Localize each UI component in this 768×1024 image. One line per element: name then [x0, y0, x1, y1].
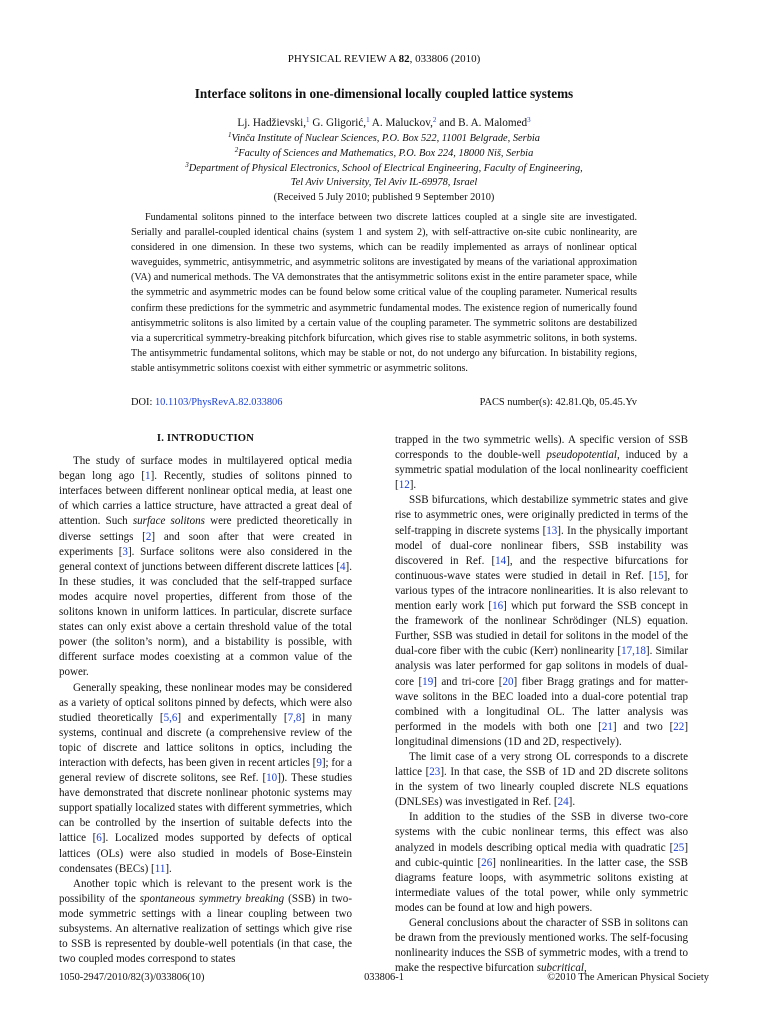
right-column: [395, 433, 688, 976]
text-run: ]. In the physically important model of dual-core nonlinear fibers, SSB instability was discovered in Ref. [: [395, 524, 688, 567]
citation-link[interactable]: 11: [154, 862, 166, 875]
affiliation-2: $^2$Faculty of Sciences and Mathematics, P.O. Box 224, 18000 Niš, Serbia: [234, 146, 534, 159]
text-run: SSB bifurcations, which destabilize symmetric states and give rise to asymmetric ones, were originally predicted in terms of the self-trapping in discrete systems [: [395, 494, 688, 537]
affiliation-1: $^1$Vinča Institute of Nuclear Sciences, P.O. Box 522, 11001 Belgrade, Serbia: [228, 131, 540, 144]
text-run: Another topic which is relevant to the present work is the possibility of the: [59, 877, 352, 905]
citation-link[interactable]: 22: [673, 720, 685, 733]
text-run: ] longitudinal dimensions (1D and 2D, respectively).: [395, 720, 688, 748]
text-run: ] nonlinearities. In the latter case, the SSB diagrams feature loops, with asymmetric solitons existing at intermediate values of the total power, while only symmetric modes can be found at low and high powers.: [395, 856, 688, 914]
section-heading: I. INTRODUCTION: [156, 433, 255, 444]
emphasized-text: surface solitons: [132, 515, 205, 528]
text-run: ] and cubic-quintic [: [395, 841, 688, 869]
text-run: (SSB) in two-mode symmetric settings with a linear coupling between two subsystems. An alternative realization of settings which give rise to SSB is represented by double-well potentials (in that case, the two coupled modes correspond to states: [59, 892, 352, 966]
citation-link[interactable]: 20: [502, 675, 514, 688]
author-list: [0, 117, 768, 129]
citation-link[interactable]: 2: [145, 530, 152, 543]
text-run: ]. Localized modes supported by defects of optical lattices (OLs) were also studied in models of Bose-Einstein condensates (BECs) [: [59, 832, 352, 875]
citation-link[interactable]: 24: [557, 796, 569, 809]
citation-link[interactable]: 19: [422, 675, 434, 688]
emphasized-text: pseudopotential: [546, 449, 617, 462]
text-run: ].: [568, 796, 576, 809]
paragraph: [395, 493, 688, 750]
received-dates: (Received 5 July 2010; published 9 September 2010): [273, 192, 495, 203]
citation-link[interactable]: 15: [652, 569, 664, 582]
affiliation-3: $^3$Department of Physical Electronics, School of Electrical Engineering, Faculty of Engineering,: [185, 161, 583, 174]
citation-link[interactable]: 12: [398, 479, 410, 492]
citation-link[interactable]: 3: [122, 545, 128, 558]
emphasized-text: spontaneous symmetry breaking: [139, 892, 285, 905]
text-run: , induced by a symmetric spatial modulation of the local nonlinearity coefficient [: [395, 449, 689, 492]
text-run: ] and soon after that were created in experiments [: [59, 530, 352, 558]
text-run: ].: [165, 862, 172, 875]
text-run: ] which put forward the SSB concept in the framework of the nonlinear Schrödinger (NLS) equation. Further, SSB was studied in detail for solitons in the model of the dual-core fiber with the cubic (Kerr) nonlinearity [: [395, 600, 688, 658]
text-run: General conclusions about the character of SSB in solitons can be drawn from the previously mentioned works. The self-focusing nonlinearity induces the SSB of symmetric modes, with a trend to make the respective bifurcation: [395, 917, 688, 975]
citation-link[interactable]: 26: [481, 856, 493, 869]
paragraph: [395, 810, 688, 916]
doi-link[interactable]: 10.1103/PhysRevA.82.033806: [154, 397, 283, 408]
author-name: Lj. Hadžievski,: [237, 117, 307, 129]
abstract: Fundamental solitons pinned to the interface between two discrete lattices coupled at a single site are investigated. Serially and parallel-coupled identical chains (system 1 and system 2), with self-attractive on-site cubic nonlinearity, are considered in one dimension. In these two systems, which can be readily implemented as arrays of nonlinear optical waveguides, symmetric, antisymmetric, and asymmetric solitons are investigated by means of the variational approximation (VA) and numerical methods. The VA demonstrates that the antisymmetric solitons exist in the entire parameter space, while the symmetric and asymmetric modes can be found below some critical value of the coupling parameter. Numerical results confirm these predictions for the symmetric and asymmetric fundamental modes. The existence region of numerically found antisymmetric solitons is also limited by a certain value of the coupling parameter. The symmetric solitons are destabilized via a supercritical symmetry-breaking pitchfork bifurcation, which gives rise to stable asymmetric solitons, in both systems. The antisymmetric fundamental solitons, which may be stable or not, do not undergo any bifurcation. In bistability regions, stable antisymmetric solitons coexist with either symmetric or asymmetric solitons.: [131, 212, 637, 374]
citation-link[interactable]: 5,6: [163, 711, 178, 724]
citation-link[interactable]: 16: [492, 600, 504, 613]
citation-link[interactable]: 14: [495, 554, 507, 567]
text-run: ]. In that case, the SSB of 1D and 2D discrete solitons in the system of two linearly coupled discrete NLS equations (DNLSEs) was investigated in Ref. [: [395, 766, 688, 809]
text-run: ]. Surface solitons were also considered in the general context of junctions between different discrete lattices [: [59, 545, 352, 573]
citation-link[interactable]: 7,8: [287, 711, 302, 724]
author-name: A. Maluckov,: [369, 117, 433, 129]
footer-copyright: ©2010 The American Physical Society: [547, 972, 709, 983]
text-run: ]. In these studies, it was concluded that the self-trapped surface modes acquire novel properties, different from those of the solitons known in uniform lattices. In particular, discrete surface states can only exist above a certain threshold value of the total power (the soliton’s norm), and a bistability is possible, with different surface modes coexisting at a common value of the power.: [59, 560, 352, 679]
text-run: trapped in the two symmetric wells). A specific version of SSB corresponds to the double-well: [395, 434, 688, 462]
citation-link[interactable]: 25: [673, 841, 685, 854]
pacs-numbers: PACS number(s): 42.81.Qb, 05.45.Yv: [479, 397, 637, 408]
citation-link[interactable]: 4: [340, 560, 346, 573]
citation-link[interactable]: 17,18: [621, 645, 646, 658]
citation-link[interactable]: 13: [546, 524, 558, 537]
footer-page-number: 033806-1: [364, 972, 404, 983]
affiliation-link[interactable]: 1: [366, 116, 370, 124]
text-run: ].: [409, 479, 417, 492]
text-run: ] and experimentally [: [177, 711, 288, 724]
text-run: ]. Similar analysis was later performed for gap solitons in models of dual-core [: [395, 645, 688, 688]
left-column: [59, 431, 352, 967]
text-run: ,: [583, 962, 587, 975]
text-run: In addition to the studies of the SSB in diverse two-core systems with the cubic nonlinear terms, this effect was also analyzed in models describing optical media with quadratic [: [395, 811, 688, 854]
author-name: and B. A. Malomed: [436, 117, 528, 129]
paragraph: [395, 916, 688, 976]
affiliation-link[interactable]: 1: [306, 116, 310, 124]
paper-title: Interface solitons in one-dimensional locally coupled lattice systems: [194, 86, 574, 101]
text-run: were predicted theoretically in diverse settings [: [59, 515, 352, 543]
paragraph: [59, 454, 352, 680]
text-run: The limit case of a very strong OL corresponds to a discrete lattice [: [395, 750, 688, 779]
text-run: ], and the respective bifurcations for continuous-wave states were studied in detail in Ref. [: [395, 554, 688, 582]
journal-header: PHYSICAL REVIEW A 82, 033806 (2010): [287, 53, 481, 65]
paragraph: [395, 433, 688, 493]
text-run: ] fiber Bragg gratings and for matter-wave solitons in the BEC loaded into a dual-core potential trap combined with a longitudinal OL. The latter analysis was performed in the models with both one [: [395, 675, 688, 733]
paragraph: [59, 681, 352, 877]
footer-issn: 1050-2947/2010/82(3)/033806(10): [59, 972, 205, 983]
text-run: ] and two [: [612, 720, 674, 733]
doi-line: DOI: 10.1103/PhysRevA.82.033806: [131, 397, 283, 408]
citation-link[interactable]: 21: [601, 720, 613, 733]
text-run: Generally speaking, these nonlinear modes may be considered as a variety of optical solitons pinned by defects, which were also studied theoretically [: [59, 681, 352, 724]
paragraph: [395, 750, 688, 810]
citation-link[interactable]: 10: [266, 772, 278, 785]
text-run: ]). These studies have demonstrated that discrete nonlinear photonic systems may support spatially localized states with different symmetries, which can be controlled by the insertion of suitable defects into the lattice [: [59, 772, 352, 845]
text-run: The study of surface modes in multilayered optical media began long ago [: [59, 455, 352, 483]
author-name: G. Gligorić,: [309, 117, 367, 129]
text-run: ] and tri-core [: [433, 675, 503, 688]
text-run: ] in many systems, continual and discrete (a comprehensive review of the topic of discrete and lattice solitons in optics, including the interaction with defects, has been given in recent articles [: [59, 711, 352, 769]
citation-link[interactable]: 23: [429, 766, 441, 779]
text-run: ]. Recently, studies of solitons pinned to interfaces between different nonlinear optical media, at least one of which carries a lattice structure, have attracted a great deal of attention. Such: [59, 470, 352, 528]
emphasized-text: subcritical: [536, 962, 584, 975]
text-run: ]; for a general review of discrete solitons, see Ref. [: [59, 756, 352, 785]
citation-link[interactable]: 1: [145, 470, 151, 483]
text-run: ], for various types of the intracore nonlinearities. It is also relevant to mention early work [: [395, 569, 688, 613]
affiliation-link[interactable]: 2: [432, 116, 437, 124]
affiliation-3-cont: Tel Aviv University, Tel Aviv IL-69978, Israel: [290, 177, 478, 188]
citation-link[interactable]: 6: [96, 832, 102, 845]
paragraph: [59, 877, 352, 968]
affiliation-link[interactable]: 3: [527, 116, 531, 124]
citation-link[interactable]: 9: [316, 756, 322, 769]
